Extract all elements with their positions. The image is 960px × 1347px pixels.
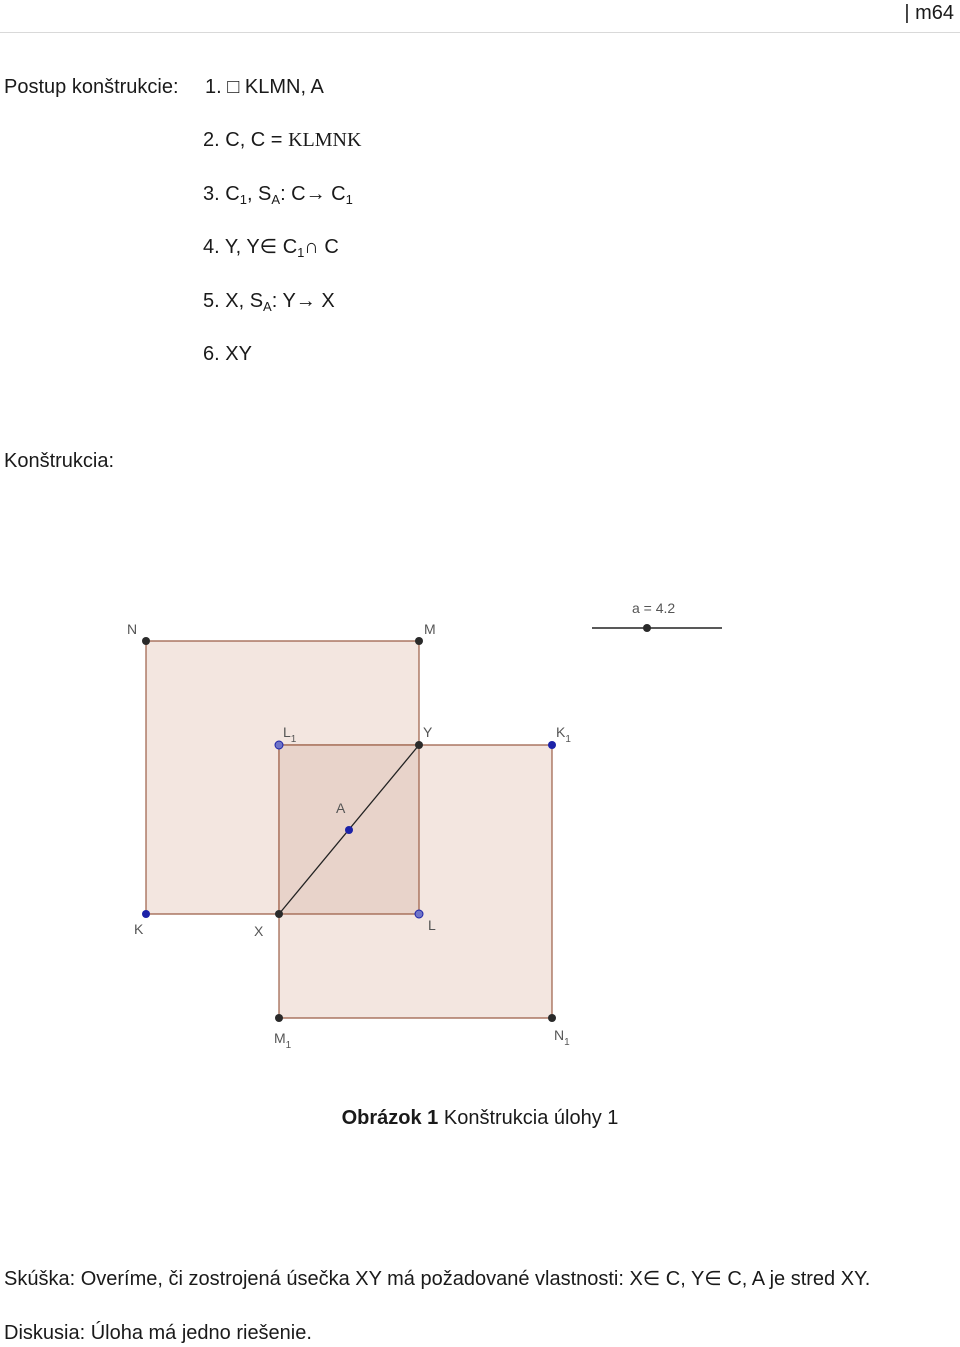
label-y: Y <box>423 724 433 740</box>
label-l: L <box>428 917 436 933</box>
page-number: | m64 <box>904 2 954 24</box>
point-m[interactable] <box>415 637 423 645</box>
construction-figure <box>0 560 960 1080</box>
step-5: 5. X, $S_A$: Y→ X <box>203 290 335 314</box>
step-1: 1. □ KLMN, A <box>205 76 324 98</box>
label-n1: $N_1$ <box>554 1027 570 1048</box>
step-4: 4. Y, Y∈ $C_1\cap$ C <box>203 236 339 260</box>
label-x: X <box>254 923 264 939</box>
check-paragraph: Skúška: Overíme, či zostrojená úsečka XY má požadované vlastnosti: X∈ C, Y∈ C, A je stred XY. <box>4 1268 871 1290</box>
label-a: A <box>336 800 346 816</box>
slider-handle[interactable] <box>643 624 651 632</box>
step-6: 6. XY <box>203 343 252 365</box>
point-k1[interactable] <box>548 741 556 749</box>
label-l1: $L_1$ <box>283 724 297 745</box>
label-k: K <box>134 921 144 937</box>
point-n1[interactable] <box>548 1014 556 1022</box>
point-n[interactable] <box>142 637 150 645</box>
page-header <box>0 0 960 33</box>
point-x[interactable] <box>275 910 283 918</box>
discussion-paragraph: Diskusia: Úloha má jedno riešenie. <box>4 1322 312 1344</box>
label-n: N <box>127 621 138 637</box>
point-m1[interactable] <box>275 1014 283 1022</box>
figure-caption: Obrázok 1 Konštrukcia úlohy 1 <box>341 1107 619 1129</box>
point-l[interactable] <box>415 910 423 918</box>
construction-label: Konštrukcia: <box>4 450 115 472</box>
slider-label: a = 4.2 <box>632 600 676 616</box>
point-a[interactable] <box>345 826 353 834</box>
step-3: 3. $C_1$, $S_A$: $C\to C_1$ <box>203 183 353 207</box>
step-2: 2. C, C = KLMNK <box>203 129 362 151</box>
label-m: M <box>424 621 436 637</box>
point-y[interactable] <box>415 741 423 749</box>
point-k[interactable] <box>142 910 150 918</box>
point-l1[interactable] <box>275 741 283 749</box>
steps-label: Postup konštrukcie: <box>4 76 179 98</box>
label-m1: $M_1$ <box>274 1030 292 1051</box>
label-k1: $K_1$ <box>556 724 571 745</box>
